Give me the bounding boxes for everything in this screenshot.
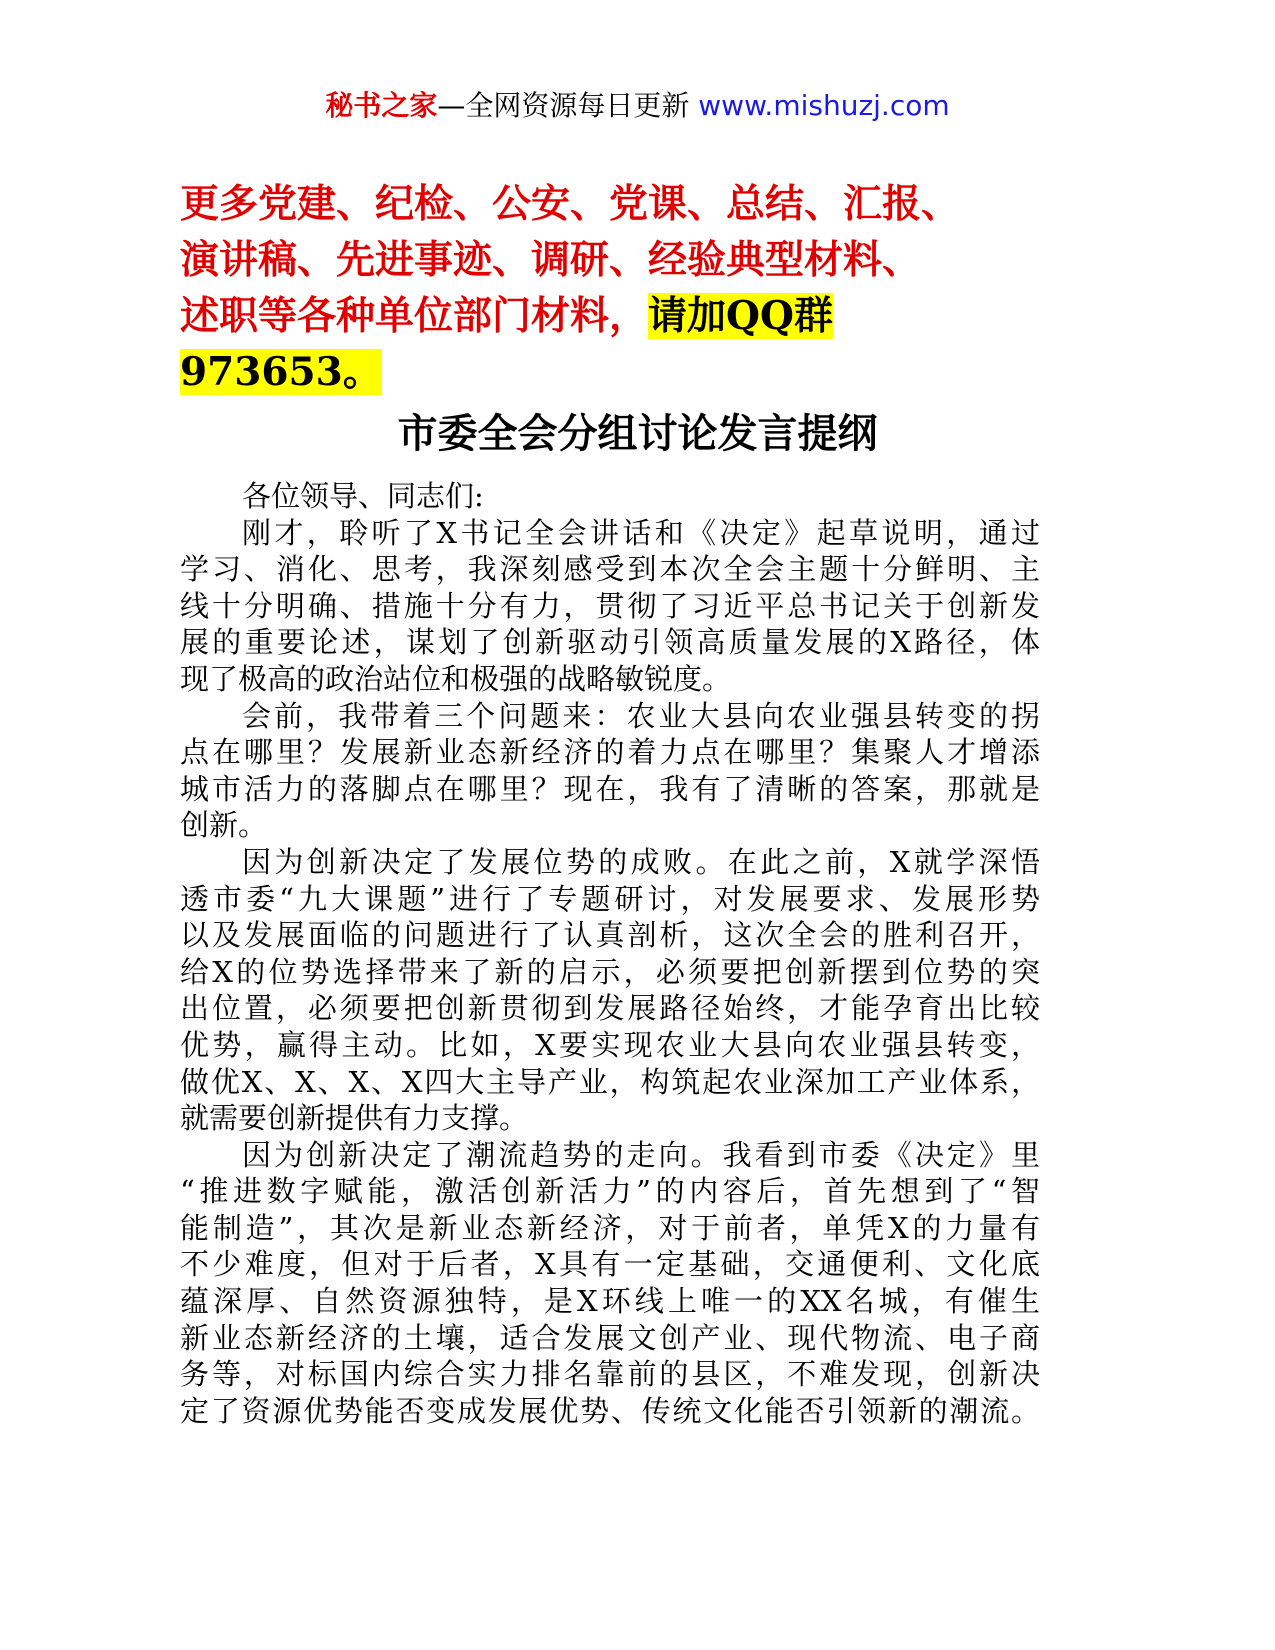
body-line: 学习、消化、思考，我深刻感受到本次全会主题十分鲜明、主 — [180, 552, 1040, 587]
body-line: 点在哪里？发展新业态新经济的着力点在哪里？集聚人才增添 — [180, 735, 1040, 770]
body-line: 定了资源优势能否变成发展优势、传统文化能否引领新的潮流。 — [180, 1393, 1040, 1428]
body-line: 透市委“九大课题”进行了专题研讨，对发展要求、发展形势 — [180, 881, 1040, 916]
body-line: 出位置，必须要把创新贯彻到发展路径始终，才能孕育出比较 — [180, 991, 1040, 1026]
body-line: 新业态新经济的土壤，适合发展文创产业、现代物流、电子商 — [180, 1320, 1040, 1355]
body-line: 创新。 — [180, 808, 268, 843]
body-line: 优势，赢得主动。比如，X要实现农业大县向农业强县转变， — [180, 1027, 1040, 1062]
promo-line: 演讲稿、先进事迹、调研、经验典型材料、 — [180, 237, 922, 283]
site-url-link[interactable]: www.mishuzj.com — [698, 89, 950, 122]
promo-line — [180, 288, 1070, 344]
body-line: 因为创新决定了潮流趋势的走向。我看到市委《决定》里 — [242, 1137, 1040, 1172]
body-line: 展的重要论述，谋划了创新驱动引领高质量发展的X路径，体 — [180, 625, 1040, 660]
body-line: 现了极高的政治站位和极强的战略敏锐度。 — [180, 661, 732, 696]
site-header — [0, 86, 1275, 126]
body-line: 以及发展面临的问题进行了认真剖析，这次全会的胜利召开， — [180, 918, 1040, 953]
body-line: 能制造”，其次是新业态新经济，对于前者，单凭X的力量有 — [180, 1210, 1040, 1245]
body-line: 不少难度，但对于后者，X具有一定基础，交通便利、文化底 — [180, 1247, 1040, 1282]
site-name: 秘书之家 — [325, 89, 438, 122]
body-line: 做优X、X、X、X四大主导产业，构筑起农业深加工产业体系， — [180, 1064, 1040, 1099]
body-line: 会前，我带着三个问题来：农业大县向农业强县转变的拐 — [242, 698, 1040, 733]
body-line: 因为创新决定了发展位势的成败。在此之前，X就学深悟 — [242, 844, 1040, 879]
document-title: 市委全会分组讨论发言提纲 — [397, 410, 878, 457]
promo-line: 更多党建、纪检、公安、党课、总结、汇报、 — [180, 181, 961, 227]
document-body — [180, 478, 1040, 1429]
body-line: 蕴深厚、自然资源独特，是X环线上唯一的XX名城，有催生 — [180, 1284, 1040, 1319]
promo-banner — [180, 176, 1070, 400]
body-line: 给X的位势选择带来了新的启示，必须要把创新摆到位势的突 — [180, 954, 1040, 989]
body-line: “推进数字赋能，激活创新活力”的内容后，首先想到了“智 — [180, 1174, 1040, 1209]
body-line: 各位领导、同志们: — [242, 479, 484, 513]
promo-qq-highlight: 请加QQ群 — [648, 293, 833, 339]
body-line: 刚才，聆听了X书记全会讲话和《决定》起草说明，通过 — [242, 515, 1040, 550]
promo-line-text: 述职等各种单位部门材料， — [180, 293, 649, 339]
promo-line — [180, 344, 1070, 400]
site-slogan: —全网资源每日更新 — [437, 89, 699, 122]
body-line: 线十分明确、措施十分有力，贯彻了习近平总书记关于创新发 — [180, 588, 1040, 623]
body-line: 务等，对标国内综合实力排名靠前的县区，不难发现，创新决 — [180, 1357, 1040, 1392]
promo-qq-number: 973653。 — [180, 349, 382, 395]
body-line: 就需要创新提供有力支撑。 — [180, 1101, 529, 1136]
body-line: 城市活力的落脚点在哪里？现在，我有了清晰的答案，那就是 — [180, 771, 1040, 806]
